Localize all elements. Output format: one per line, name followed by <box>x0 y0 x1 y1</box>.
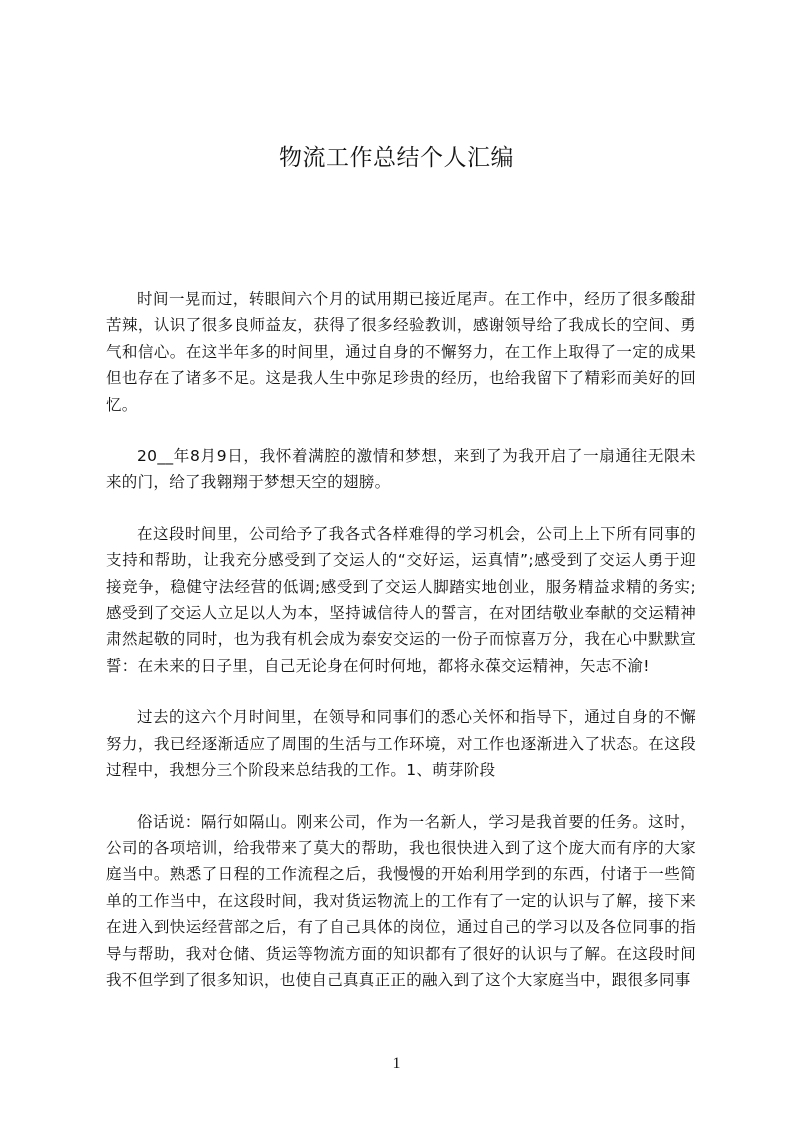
paragraph: 20__年8月9日，我怀着满腔的激情和梦想，来到了为我开启了一扇通往无限未来的门，给了我翱翔于梦想天空的翅膀。 <box>106 447 696 492</box>
paragraph: 俗话说：隔行如隔山。刚来公司，作为一名新人，学习是我首要的任务。这时，公司的各项培训，给我带来了莫大的帮助，我也很快进入到了这个庞大而有序的大家庭当中。熟悉了日程的工作流程之后，我慢慢的开始利用学到的东西，付诸于一些简单的工作当中，在这段时间，我对货运物流上的工作有了一定的认识与了解，接下来在进入到快运经营部之后，有了自己具体的岗位，通过自己的学习以及各位同事的指导与帮助，我对仓储、货运等物流方面的知识都有了很好的认识与了解。在这段时间我不但学到了很多知识，也使自己真真正正的融入到了这个大家庭当中，跟很多同事 <box>106 812 696 989</box>
page-title: 物流工作总结个人汇编 <box>279 145 514 171</box>
paragraph: 时间一晃而过，转眼间六个月的试用期已接近尾声。在工作中，经历了很多酸甜苦辣，认识了很多良师益友，获得了很多经验教训，感谢领导给了我成长的空间、勇气和信心。在这半年多的时间里，通过自身的不懈努力，在工作上取得了一定的成果但也存在了诸多不足。这是我人生中弥足珍贵的经历，也给我留下了精彩而美好的回忆。 <box>106 290 696 414</box>
page-number: 1 <box>392 1055 401 1072</box>
document-body <box>106 286 696 1018</box>
paragraph: 在这段时间里，公司给予了我各式各样难得的学习机会，公司上上下所有同事的支持和帮助，让我充分感受到了交运人的“交好运，运真情”;感受到了交运人勇于迎接竞争，稳健守法经营的低调;感受到了交运人脚踏实地创业，服务精益求精的务实;感受到了交运人立足以人为本，坚持诚信待人的誓言，在对团结敬业奉献的交运精神肃然起敬的同时，也为我有机会成为泰安交运的一份子而惊喜万分，我在心中默默宣誓：在未来的日子里，自己无论身在何时何地，都将永葆交运精神，矢志不渝! <box>106 524 696 675</box>
paragraph: 过去的这六个月时间里，在领导和同事们的悉心关怀和指导下，通过自身的不懈努力，我已经逐渐适应了周围的生活与工作环境，对工作也逐渐进入了状态。在这段过程中，我想分三个阶段来总结我的工作。1、萌芽阶段 <box>106 708 696 780</box>
